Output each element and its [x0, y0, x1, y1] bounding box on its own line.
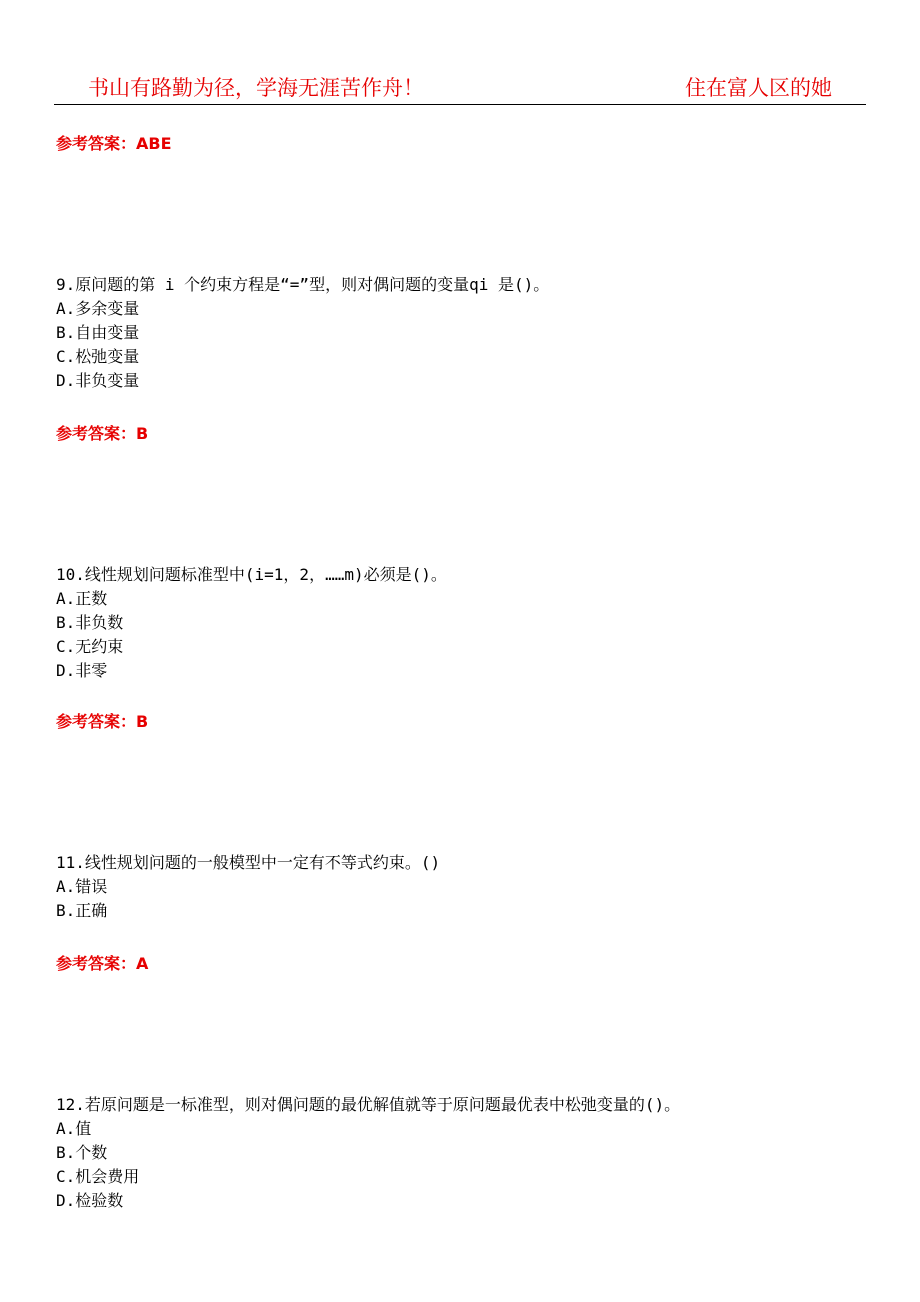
option-a: A.多余变量 [56, 299, 140, 318]
question-stem: 9.原问题的第 i 个约束方程是“=”型，则对偶问题的变量qi 是()。 [56, 275, 550, 294]
option-c: C.松弛变量 [56, 347, 140, 366]
option-b: B.正确 [56, 901, 108, 920]
answer-q9: 参考答案：B [56, 424, 149, 443]
option-b: B.非负数 [56, 613, 124, 632]
page-header [54, 0, 866, 105]
question-11 [56, 851, 440, 923]
option-b: B.自由变量 [56, 323, 140, 342]
option-c: C.无约束 [56, 637, 124, 656]
question-10 [56, 563, 447, 683]
option-a: A.值 [56, 1119, 92, 1138]
header-author: 住在富人区的她 [685, 76, 832, 100]
answer-q10: 参考答案：B [56, 712, 149, 731]
answer-q8: 参考答案：ABE [56, 134, 172, 153]
option-a: A.错误 [56, 877, 108, 896]
option-d: D.非零 [56, 661, 108, 680]
question-9 [56, 273, 549, 393]
option-a: A.正数 [56, 589, 108, 608]
option-d: D.非负变量 [56, 371, 140, 390]
option-c: C.机会费用 [56, 1167, 140, 1186]
question-12 [56, 1093, 680, 1213]
option-d: D.检验数 [56, 1191, 124, 1210]
question-stem: 10.线性规划问题标准型中(i=1，2，……m)必须是()。 [56, 565, 447, 584]
option-b: B.个数 [56, 1143, 108, 1162]
question-stem: 11.线性规划问题的一般模型中一定有不等式约束。() [56, 853, 441, 872]
header-motto: 书山有路勤为径，学海无涯苦作舟！ [88, 76, 424, 100]
answer-q11: 参考答案：A [56, 954, 149, 973]
question-stem: 12.若原问题是一标准型，则对偶问题的最优解值就等于原问题最优表中松弛变量的()。 [56, 1095, 681, 1114]
